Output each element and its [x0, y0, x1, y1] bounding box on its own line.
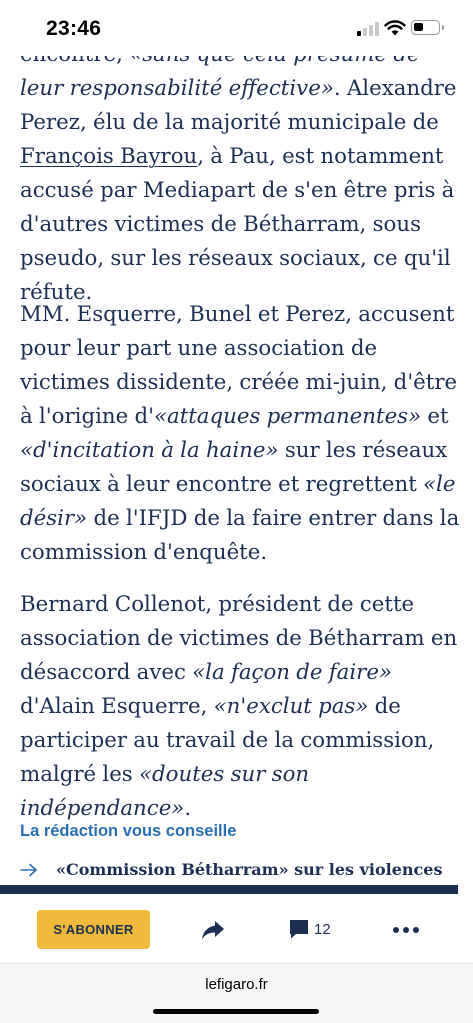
cellular-signal-icon [357, 22, 379, 36]
quote-text: «le désir» [20, 472, 456, 531]
wifi-icon [384, 19, 406, 36]
share-icon[interactable] [201, 919, 225, 941]
paragraph-text: MM. Esquerre, Bunel et Perez, accusent pour leur part une association de victimes dissidente, créée mi-juin, d'être à l'origine d' [20, 302, 458, 429]
recommendation-link[interactable] [20, 860, 442, 879]
article-toolbar [0, 894, 473, 964]
arrow-right-icon [20, 863, 38, 877]
more-icon[interactable] [393, 920, 419, 940]
paragraph-text: . Alexandre Perez, élu de la majorité municipale de [20, 76, 457, 135]
quote-text: «attaques permanentes» [153, 404, 422, 429]
battery-cap [442, 25, 444, 30]
battery-icon [411, 20, 440, 35]
quote-text: «la façon de faire» [192, 660, 392, 685]
recommendation-label: «Commission Bétharram» sur les violences [56, 860, 443, 879]
comment-icon [288, 918, 310, 940]
article-paragraph [20, 38, 460, 310]
recommendation-underline-bar [0, 885, 458, 894]
article-paragraph [20, 588, 460, 826]
quote-text: leur responsabilité effective» [20, 76, 334, 101]
comment-count: 12 [314, 920, 331, 938]
paragraph-text: , à Pau, est notamment accusé par Mediapart de s'en être pris à d'autres victimes de Bétharram, sous pseudo, sur les réseaux sociaux, ce qu'il réfute. [20, 144, 455, 305]
status-bar [0, 0, 473, 56]
paragraph-text: et [421, 404, 449, 429]
francois-bayrou-link[interactable]: François Bayrou [20, 144, 198, 169]
paragraph-text: de participer au travail de la commission, malgré les [20, 694, 435, 787]
browser-url-bar [0, 964, 473, 1023]
paragraph-text: . [184, 796, 192, 821]
status-time: 23:46 [46, 17, 102, 40]
article-paragraph [20, 298, 460, 570]
quote-text: «doutes sur son indépendance» [20, 762, 310, 821]
subscribe-button[interactable]: S'ABONNER [37, 910, 150, 949]
quote-text: «n'exclut pas» [213, 694, 369, 719]
paragraph-text: sur les réseaux sociaux à leur encontre et regrettent [20, 438, 448, 497]
paragraph-text: de l'IFJD de la faire entrer dans la commission d'enquête. [20, 506, 460, 565]
quote-text: «d'incitation à la haine» [20, 438, 279, 463]
home-indicator [153, 1009, 319, 1014]
paragraph-text: Bernard Collenot, président de cette association de victimes de Bétharram en désaccord avec [20, 592, 458, 685]
comments-button[interactable] [288, 918, 331, 940]
recommendations-title: La rédaction vous conseille [20, 822, 237, 840]
paragraph-text: d'Alain Esquerre, [20, 694, 214, 719]
url-text[interactable]: lefigaro.fr [205, 976, 268, 993]
